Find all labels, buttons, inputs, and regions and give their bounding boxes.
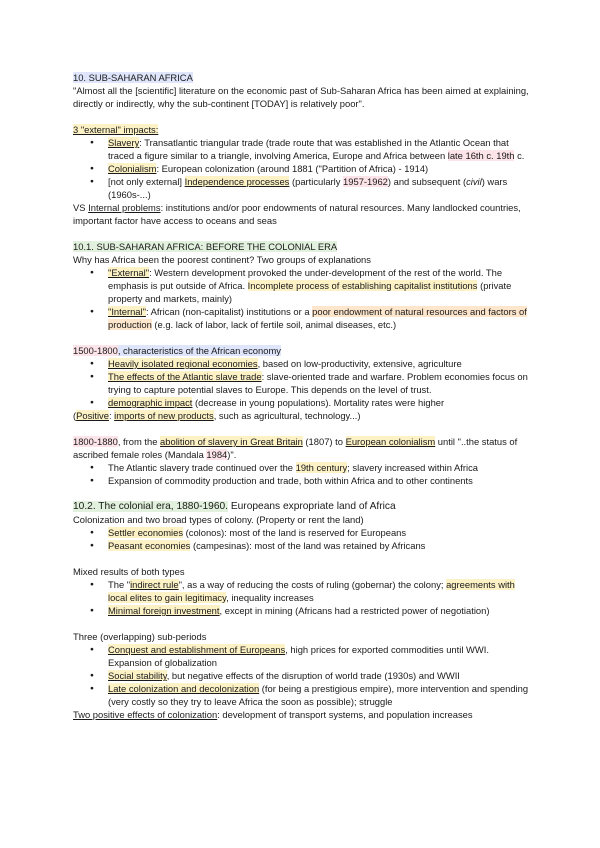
list-item: ● Peasant economies (campesinas): most of the land was retained by Africans	[73, 539, 533, 552]
list-item: ● [not only external] Independence processes (particularly 1957-1962) and subsequent (civil) wars (1960s-...)	[73, 175, 533, 201]
intro-quote: "Almost all the [scientific] literature on the economic past of Sub-Saharan Africa has been aimed at explaining, directly or indirectly, why the sub-continent [TODAY] is relatively poor".	[73, 85, 529, 109]
impacts-heading-text: 3 "external" impacts:	[73, 124, 159, 135]
internal-problems: VS Internal problems: institutions and/or poor endowments of natural resources. Many landlocked countries, important factor have access to oceans and seas	[73, 202, 521, 226]
subsection-title: 10.1. SUB-SAHARAN AFRICA: BEFORE THE COLONIAL ERA	[73, 241, 338, 252]
positive-effects: Two positive effects of colonization: development of transport systems, and population increases	[73, 709, 473, 720]
impacts-heading	[73, 123, 533, 136]
list-item: ● Conquest and establishment of Europeans, high prices for exported commodities until WWI. Expansion of globalization	[73, 643, 533, 669]
list-item: ● Expansion of commodity production and trade, both within Africa and to other continents	[73, 474, 533, 487]
list-item: ● Colonialism: European colonization (around 1881 ("Partition of Africa) - 1914)	[73, 162, 533, 175]
section-title	[73, 71, 533, 84]
list-item: ● Late colonization and decolonization (for being a prestigious empire), more intervention and spending (very costly so they try to leave Africa the soon as possible); struggle	[73, 682, 533, 708]
period-list	[73, 461, 533, 487]
sub-periods-heading: Three (overlapping) sub-periods	[73, 631, 207, 642]
list-item: ● "External": Western development provoked the under-development of the rest of the world. The emphasis is put outside of Africa. Incomplete process of establishing capitalist institutions (private property and markets, mainly)	[73, 266, 533, 305]
period-heading: 1500-1800, characteristics of the African economy	[73, 345, 281, 356]
list-item: ● Social stability, but negative effects of the disruption of world trade (1930s) and WWII	[73, 669, 533, 682]
list-item: ● "Internal": African (non-capitalist) institutions or a poor endowment of natural resources and factors of production (e.g. lack of labor, lack of fertile soil, animal diseases, etc.)	[73, 305, 533, 331]
section-title-text: 10. SUB-SAHARAN AFRICA	[73, 72, 193, 83]
positive-note: (Positive: imports of new products, such as agricultural, technology...)	[73, 410, 361, 421]
explanations-list	[73, 266, 533, 331]
period-heading: 1800-1880, from the abolition of slavery in Great Britain (1807) to European colonialism until "..the status of ascribed female roles (Mandala 1984)".	[73, 436, 518, 460]
list-item: ● Slavery: Transatlantic triangular trade (trade route that was established in the Atlantic Ocean that traced a figure similar to a triangle, involving America, Europe and Africa between late 16th c. 19th c.	[73, 136, 533, 162]
mixed-list	[73, 578, 533, 617]
list-item: ● Settler economies (colonos): most of the land is reserved for Europeans	[73, 526, 533, 539]
document-content	[73, 71, 533, 721]
list-item: ● The effects of the Atlantic slave trade: slave-oriented trade and warfare. Problem economies focus on trying to capture potential slaves to Europe. This depends on the level of trust.	[73, 370, 533, 396]
question: Why has Africa been the poorest continent? Two groups of explanations	[73, 254, 371, 265]
list-item: ● Minimal foreign investment, except in mining (Africans had a restricted power of negotiation)	[73, 604, 533, 617]
mixed-heading: Mixed results of both types	[73, 566, 185, 577]
subsection-title: 10.2. The colonial era, 1880-1960. Europeans expropriate land of Africa	[73, 501, 396, 512]
list-item: ● Heavily isolated regional economies, based on low-productivity, extensive, agriculture	[73, 357, 533, 370]
list-item: ● The Atlantic slavery trade continued over the 19th century; slavery increased within Africa	[73, 461, 533, 474]
colony-types-list	[73, 526, 533, 552]
impacts-list	[73, 136, 533, 201]
colony-intro: Colonization and two broad types of colony. (Property or rent the land)	[73, 514, 364, 525]
list-item: ● The "indirect rule", as a way of reducing the costs of ruling (gobernar) the colony; agreements with local elites to gain legitimacy, inequality increases	[73, 578, 533, 604]
list-item: ● demographic impact (decrease in young populations). Mortality rates were higher	[73, 396, 533, 409]
sub-periods-list	[73, 643, 533, 708]
period-list	[73, 357, 533, 409]
